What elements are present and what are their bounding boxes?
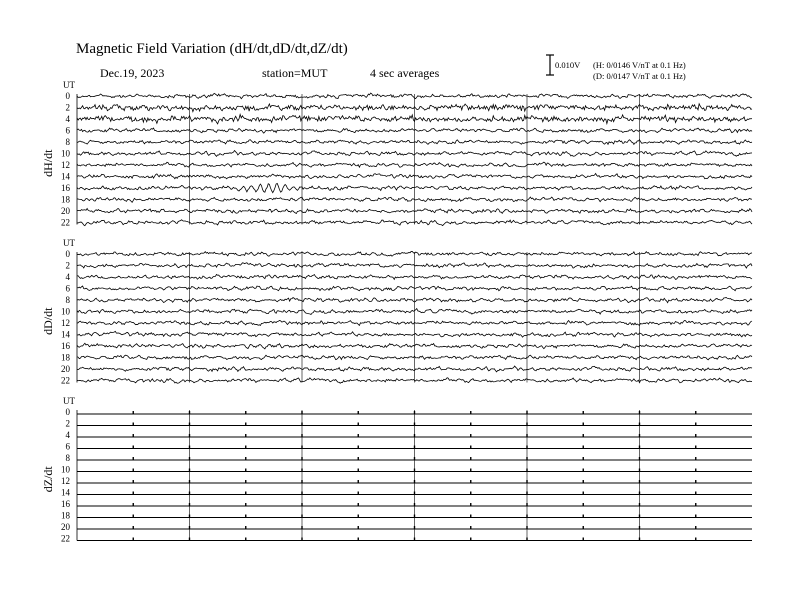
averaging-label: 4 sec averages (370, 66, 440, 80)
hour-tick-label: 12 (61, 476, 70, 486)
hour-tick-label: 10 (61, 464, 70, 475)
hour-tick-label: 4 (65, 272, 70, 282)
scale-bar (546, 55, 686, 81)
date-label: Dec.19, 2023 (100, 66, 165, 80)
hour-tick-label: 6 (65, 441, 70, 452)
hour-tick-label: 14 (61, 487, 70, 498)
scale-value: 0.010V (555, 60, 581, 70)
hour-tick-label: 20 (61, 364, 70, 374)
hour-tick-label: 20 (61, 206, 70, 216)
hour-tick-label: 6 (65, 283, 70, 294)
hour-tick-label: 12 (61, 160, 70, 170)
hour-tick-label: 2 (65, 418, 70, 429)
panel-axis-label: dD/dt (41, 307, 55, 335)
hour-tick-label: 14 (61, 329, 70, 340)
panels (41, 80, 752, 544)
hour-tick-label: 16 (61, 341, 70, 351)
hour-tick-label: 20 (61, 522, 70, 532)
hour-tick-label: 22 (61, 533, 70, 544)
hour-tick-label: 14 (61, 171, 70, 182)
panel-dhdt (41, 80, 752, 228)
panel-axis-label: dH/dt (41, 149, 55, 177)
hour-tick-label: 18 (61, 510, 70, 521)
ut-label: UT (63, 238, 75, 248)
hour-tick-label: 18 (61, 194, 70, 205)
ut-label: UT (63, 80, 75, 90)
hour-tick-label: 10 (61, 148, 70, 159)
hour-tick-label: 6 (65, 125, 70, 136)
hour-tick-label: 8 (65, 137, 70, 147)
hour-tick-label: 22 (61, 217, 70, 228)
hour-tick-label: 2 (65, 102, 70, 113)
hour-tick-label: 12 (61, 318, 70, 328)
station-label: station=MUT (262, 66, 328, 80)
hour-tick-label: 16 (61, 499, 70, 509)
panel-dddt (41, 238, 752, 386)
panel-dzdt (41, 396, 752, 544)
hour-tick-label: 0 (65, 249, 70, 259)
panel-axis-label: dZ/dt (41, 466, 55, 493)
hour-tick-label: 2 (65, 260, 70, 271)
hour-tick-label: 4 (65, 114, 70, 124)
hour-tick-label: 0 (65, 91, 70, 101)
hour-tick-label: 22 (61, 375, 70, 386)
scale-h-sensitivity: (H: 0/0146 V/nT at 0.1 Hz) (593, 60, 686, 70)
chart-title: Magnetic Field Variation (dH/dt,dD/dt,dZ/dt) (76, 41, 348, 57)
hour-tick-label: 8 (65, 295, 70, 305)
ut-label: UT (63, 396, 75, 406)
hour-tick-label: 18 (61, 352, 70, 363)
hour-tick-label: 4 (65, 430, 70, 440)
hour-tick-label: 0 (65, 407, 70, 417)
hour-tick-label: 16 (61, 183, 70, 193)
hour-tick-label: 8 (65, 453, 70, 463)
scale-d-sensitivity: (D: 0/0147 V/nT at 0.1 Hz) (593, 71, 686, 81)
hour-tick-label: 10 (61, 306, 70, 317)
